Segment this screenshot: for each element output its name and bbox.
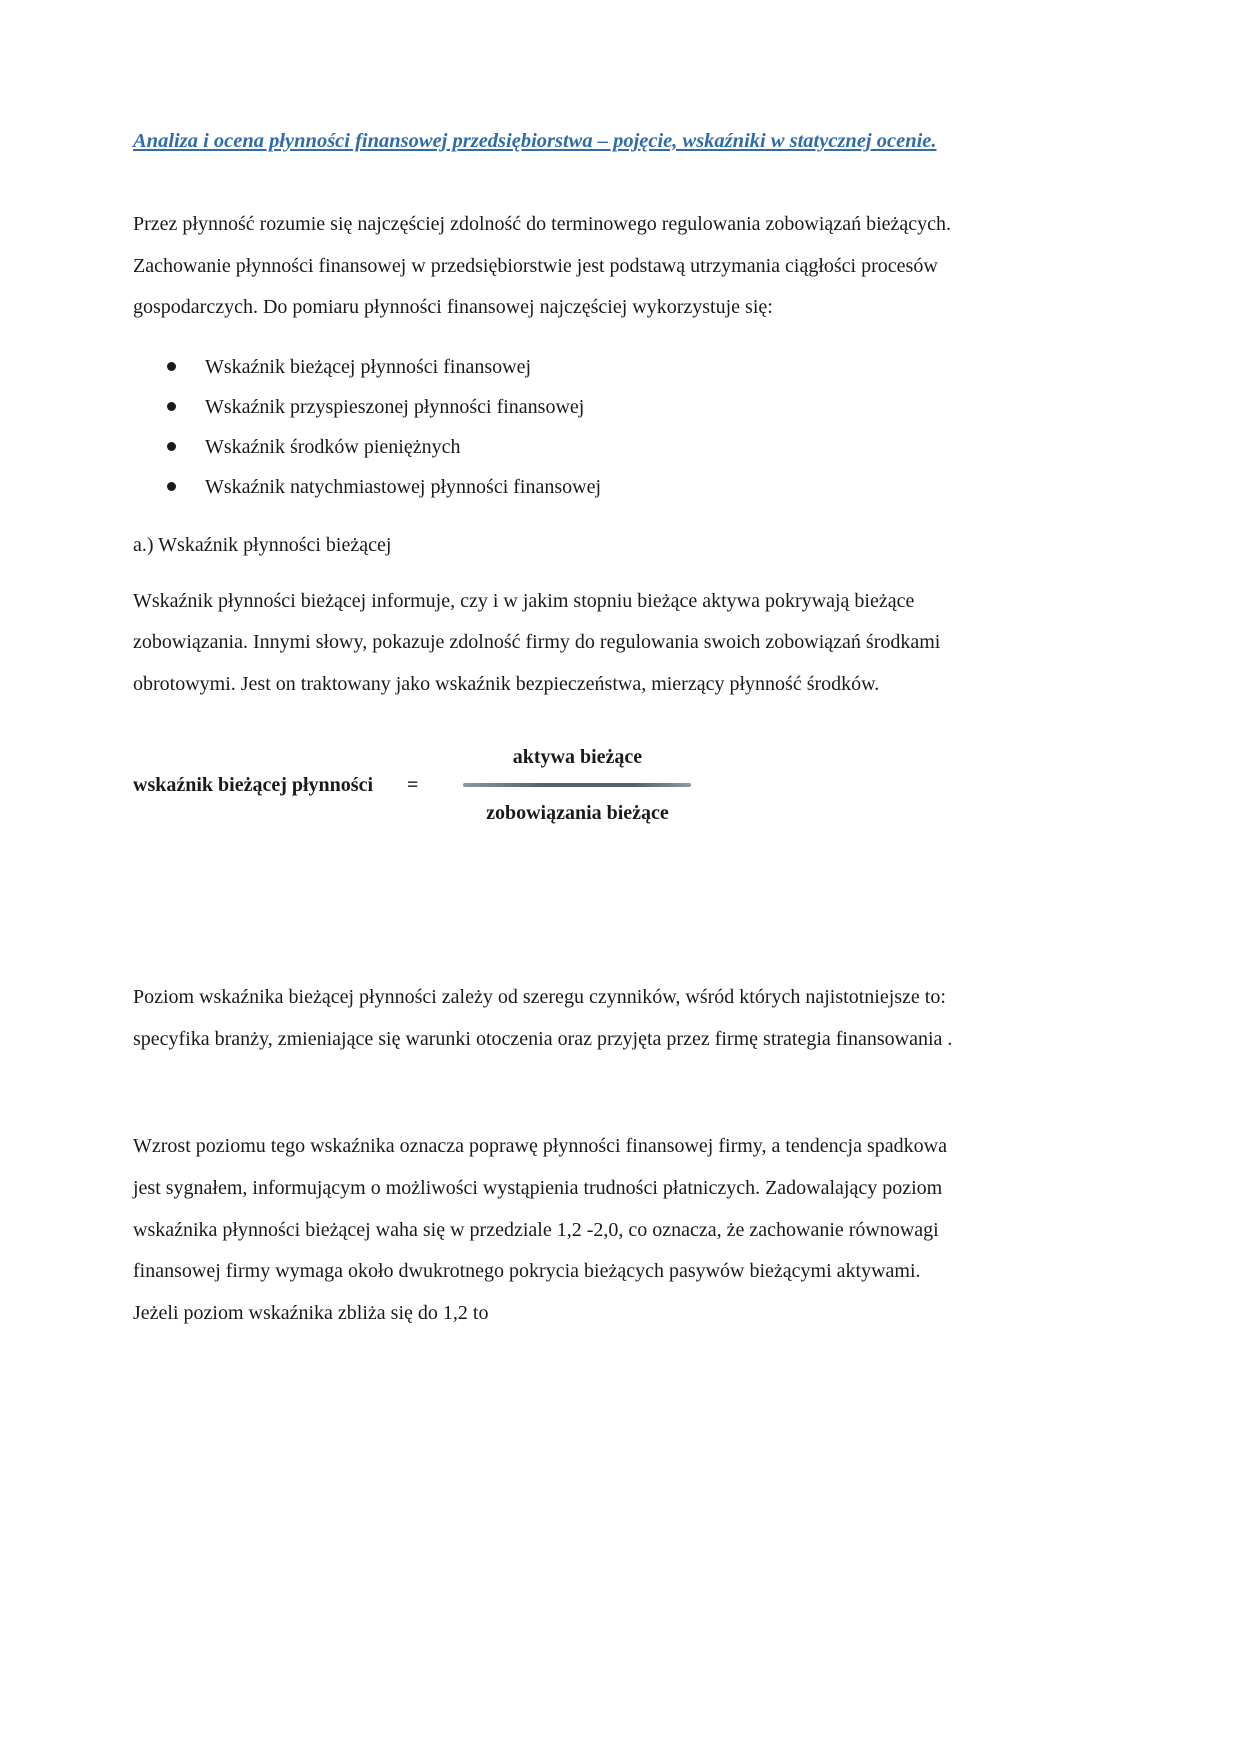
formula-current-ratio: [133, 743, 961, 827]
bullet-icon: [167, 402, 176, 411]
indicator-list: [133, 347, 961, 507]
paragraph-definition: Wskaźnik płynności bieżącej informuje, czy i w jakim stopniu bieżące aktywa pokrywają bieżące zobowiązania. Innymi słowy, pokazuje zdolność firmy do regulowania swoich zobowiązań środkami obrotowymi. Jest on traktowany jako wskaźnik bezpieczeństwa, mierzący płynność środków.: [133, 589, 941, 695]
bullet-icon: [167, 442, 176, 451]
formula-fraction: [462, 743, 692, 827]
list-item-current-ratio: [133, 347, 961, 387]
formula-label: wskaźnik bieżącej płynności: [133, 773, 374, 796]
list-item-cash-ratio: [133, 427, 961, 467]
equals-sign: =: [407, 773, 419, 796]
list-item-label: Wskaźnik bieżącej płynności finansowej: [205, 355, 531, 378]
paragraph-level-factors: Poziom wskaźnika bieżącej płynności zależy od szeregu czynników, wśród których najistotniejsze to: specyfika branży, zmieniające się warunki otoczenia oraz przyjęta przez firmę strategia finansowania .: [133, 986, 953, 1050]
list-item-label: Wskaźnik środków pieniężnych: [205, 435, 461, 458]
bullet-icon: [167, 362, 176, 371]
paragraph-intro: Przez płynność rozumie się najczęściej zdolność do terminowego regulowania zobowiązań bieżących. Zachowanie płynności finansowej w przedsiębiorstwie jest podstawą utrzymania ciągłości procesów gospodarczych. Do pomiaru płynności finansowej najczęściej wykorzystuje się:: [133, 213, 952, 319]
document-title: Analiza i ocena płynności finansowej przedsiębiorstwa – pojęcie, wskaźniki w statycznej ocenie.: [133, 130, 937, 152]
fraction-numerator: aktywa bieżące: [512, 746, 643, 769]
section-heading-a: a.) Wskaźnik płynności bieżącej: [133, 533, 392, 556]
fraction-bar: [463, 783, 691, 787]
list-item-quick-ratio: [133, 387, 961, 427]
paragraph-trend: Wzrost poziomu tego wskaźnika oznacza poprawę płynności finansowej firmy, a tendencja spadkowa jest sygnałem, informującym o możliwości wystąpienia trudności płatniczych. Zadowalający poziom wskaźnika płynności bieżącej waha się w przedziale 1,2 -2,0, co oznacza, że zachowanie równowagi finansowej firmy wymaga około dwukrotnego pokrycia bieżących pasywów bieżącymi aktywami. Jeżeli poziom wskaźnika zbliża się do 1,2 to: [133, 1135, 947, 1324]
list-item-immediate-ratio: [133, 467, 961, 507]
bullet-icon: [167, 482, 176, 491]
list-item-label: Wskaźnik natychmiastowej płynności finansowej: [205, 475, 602, 498]
fraction-denominator: zobowiązania bieżące: [486, 802, 669, 825]
list-item-label: Wskaźnik przyspieszonej płynności finansowej: [205, 395, 585, 418]
